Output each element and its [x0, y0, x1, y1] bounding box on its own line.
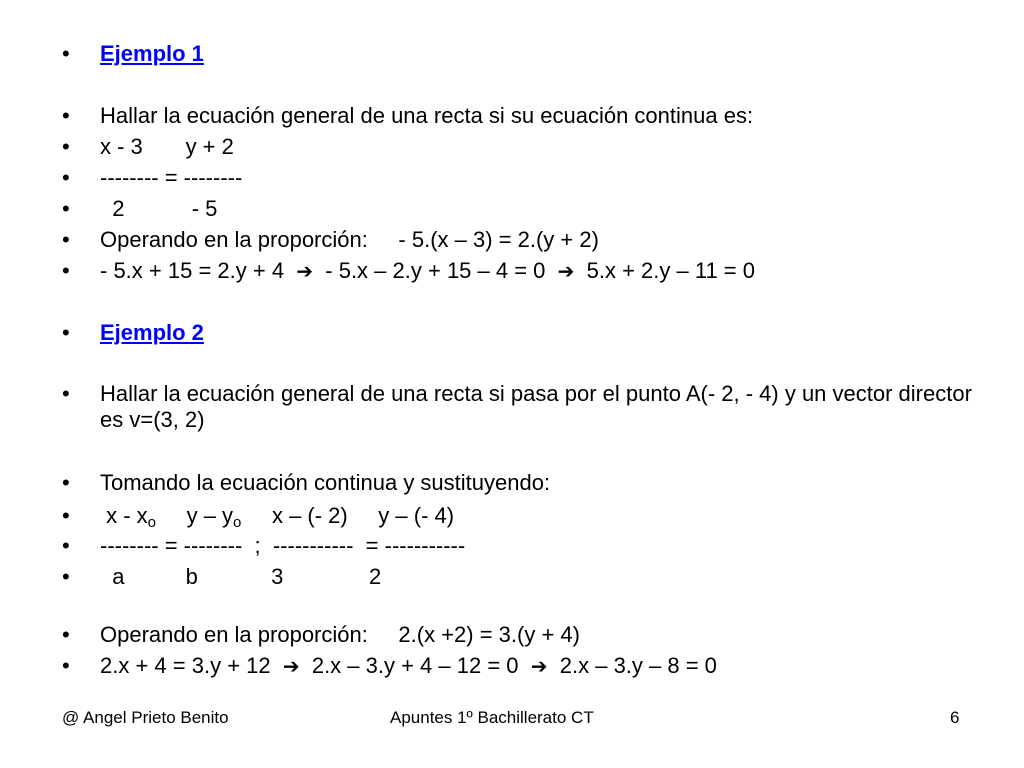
bullet: •	[62, 320, 70, 345]
bullet: •	[62, 381, 70, 406]
heading-ejemplo-1: Ejemplo 1	[100, 41, 204, 66]
bullet: •	[62, 134, 70, 159]
bullet: •	[62, 165, 70, 190]
bullet: •	[62, 622, 70, 647]
fraction-bars-2: -------- = -------- ; ----------- = -----------	[100, 533, 466, 558]
equation-result: 5.x + 2.y – 11 = 0	[574, 258, 756, 283]
subscript: o	[147, 514, 157, 531]
bullet: •	[62, 503, 70, 528]
bullet: •	[62, 41, 70, 66]
equation-part: 2.x + 4 = 3.y + 12	[100, 653, 283, 678]
proportion-step-1: Operando en la proporción: - 5.(x – 3) = 2.(y + 2)	[100, 227, 599, 252]
numerator-part: x – (- 2) y – (- 4)	[241, 503, 455, 528]
footer-course: Apuntes 1º Bachillerato CT	[390, 708, 594, 727]
arrow-right-icon: ➔	[557, 261, 575, 283]
bullet: •	[62, 470, 70, 495]
bullet: •	[62, 196, 70, 221]
bullet: •	[62, 533, 70, 558]
footer-author: @ Angel Prieto Benito	[62, 708, 229, 727]
method-statement-2: Tomando la ecuación continua y sustituyendo:	[100, 470, 551, 495]
fraction-numerators-2	[100, 503, 454, 529]
equation-result: 2.x – 3.y – 8 = 0	[547, 653, 717, 678]
arrow-right-icon: ➔	[296, 261, 314, 283]
numerator-part: y – y	[156, 503, 234, 528]
equation-part: - 5.x + 15 = 2.y + 4	[100, 258, 297, 283]
fraction-denominators-1: 2 - 5	[100, 196, 218, 221]
bullet: •	[62, 653, 70, 678]
bullet: •	[62, 258, 70, 283]
footer-page-number: 6	[950, 708, 960, 727]
equation-part: - 5.x – 2.y + 15 – 4 = 0	[313, 258, 558, 283]
bullet: •	[62, 564, 70, 589]
arrow-right-icon: ➔	[530, 656, 548, 678]
bullet: •	[62, 227, 70, 252]
proportion-step-2: Operando en la proporción: 2.(x +2) = 3.(y + 4)	[100, 622, 580, 647]
solution-line-1	[100, 258, 755, 285]
problem-statement-2: Hallar la ecuación general de una recta si pasa por el punto A(- 2, - 4) y un vector director es v=(3, 2)	[100, 381, 972, 432]
bullet: •	[62, 103, 70, 128]
arrow-right-icon: ➔	[282, 656, 300, 678]
fraction-denominators-2: a b 3 2	[100, 564, 382, 589]
heading-ejemplo-2: Ejemplo 2	[100, 320, 204, 345]
fraction-numerators-1: x - 3 y + 2	[100, 134, 234, 159]
solution-line-2	[100, 653, 717, 680]
problem-statement-1: Hallar la ecuación general de una recta si su ecuación continua es:	[100, 103, 754, 128]
subscript: o	[233, 514, 242, 531]
equation-part: 2.x – 3.y + 4 – 12 = 0	[299, 653, 531, 678]
fraction-bars-1: -------- = --------	[100, 165, 243, 190]
numerator-part: x - x	[100, 503, 148, 528]
